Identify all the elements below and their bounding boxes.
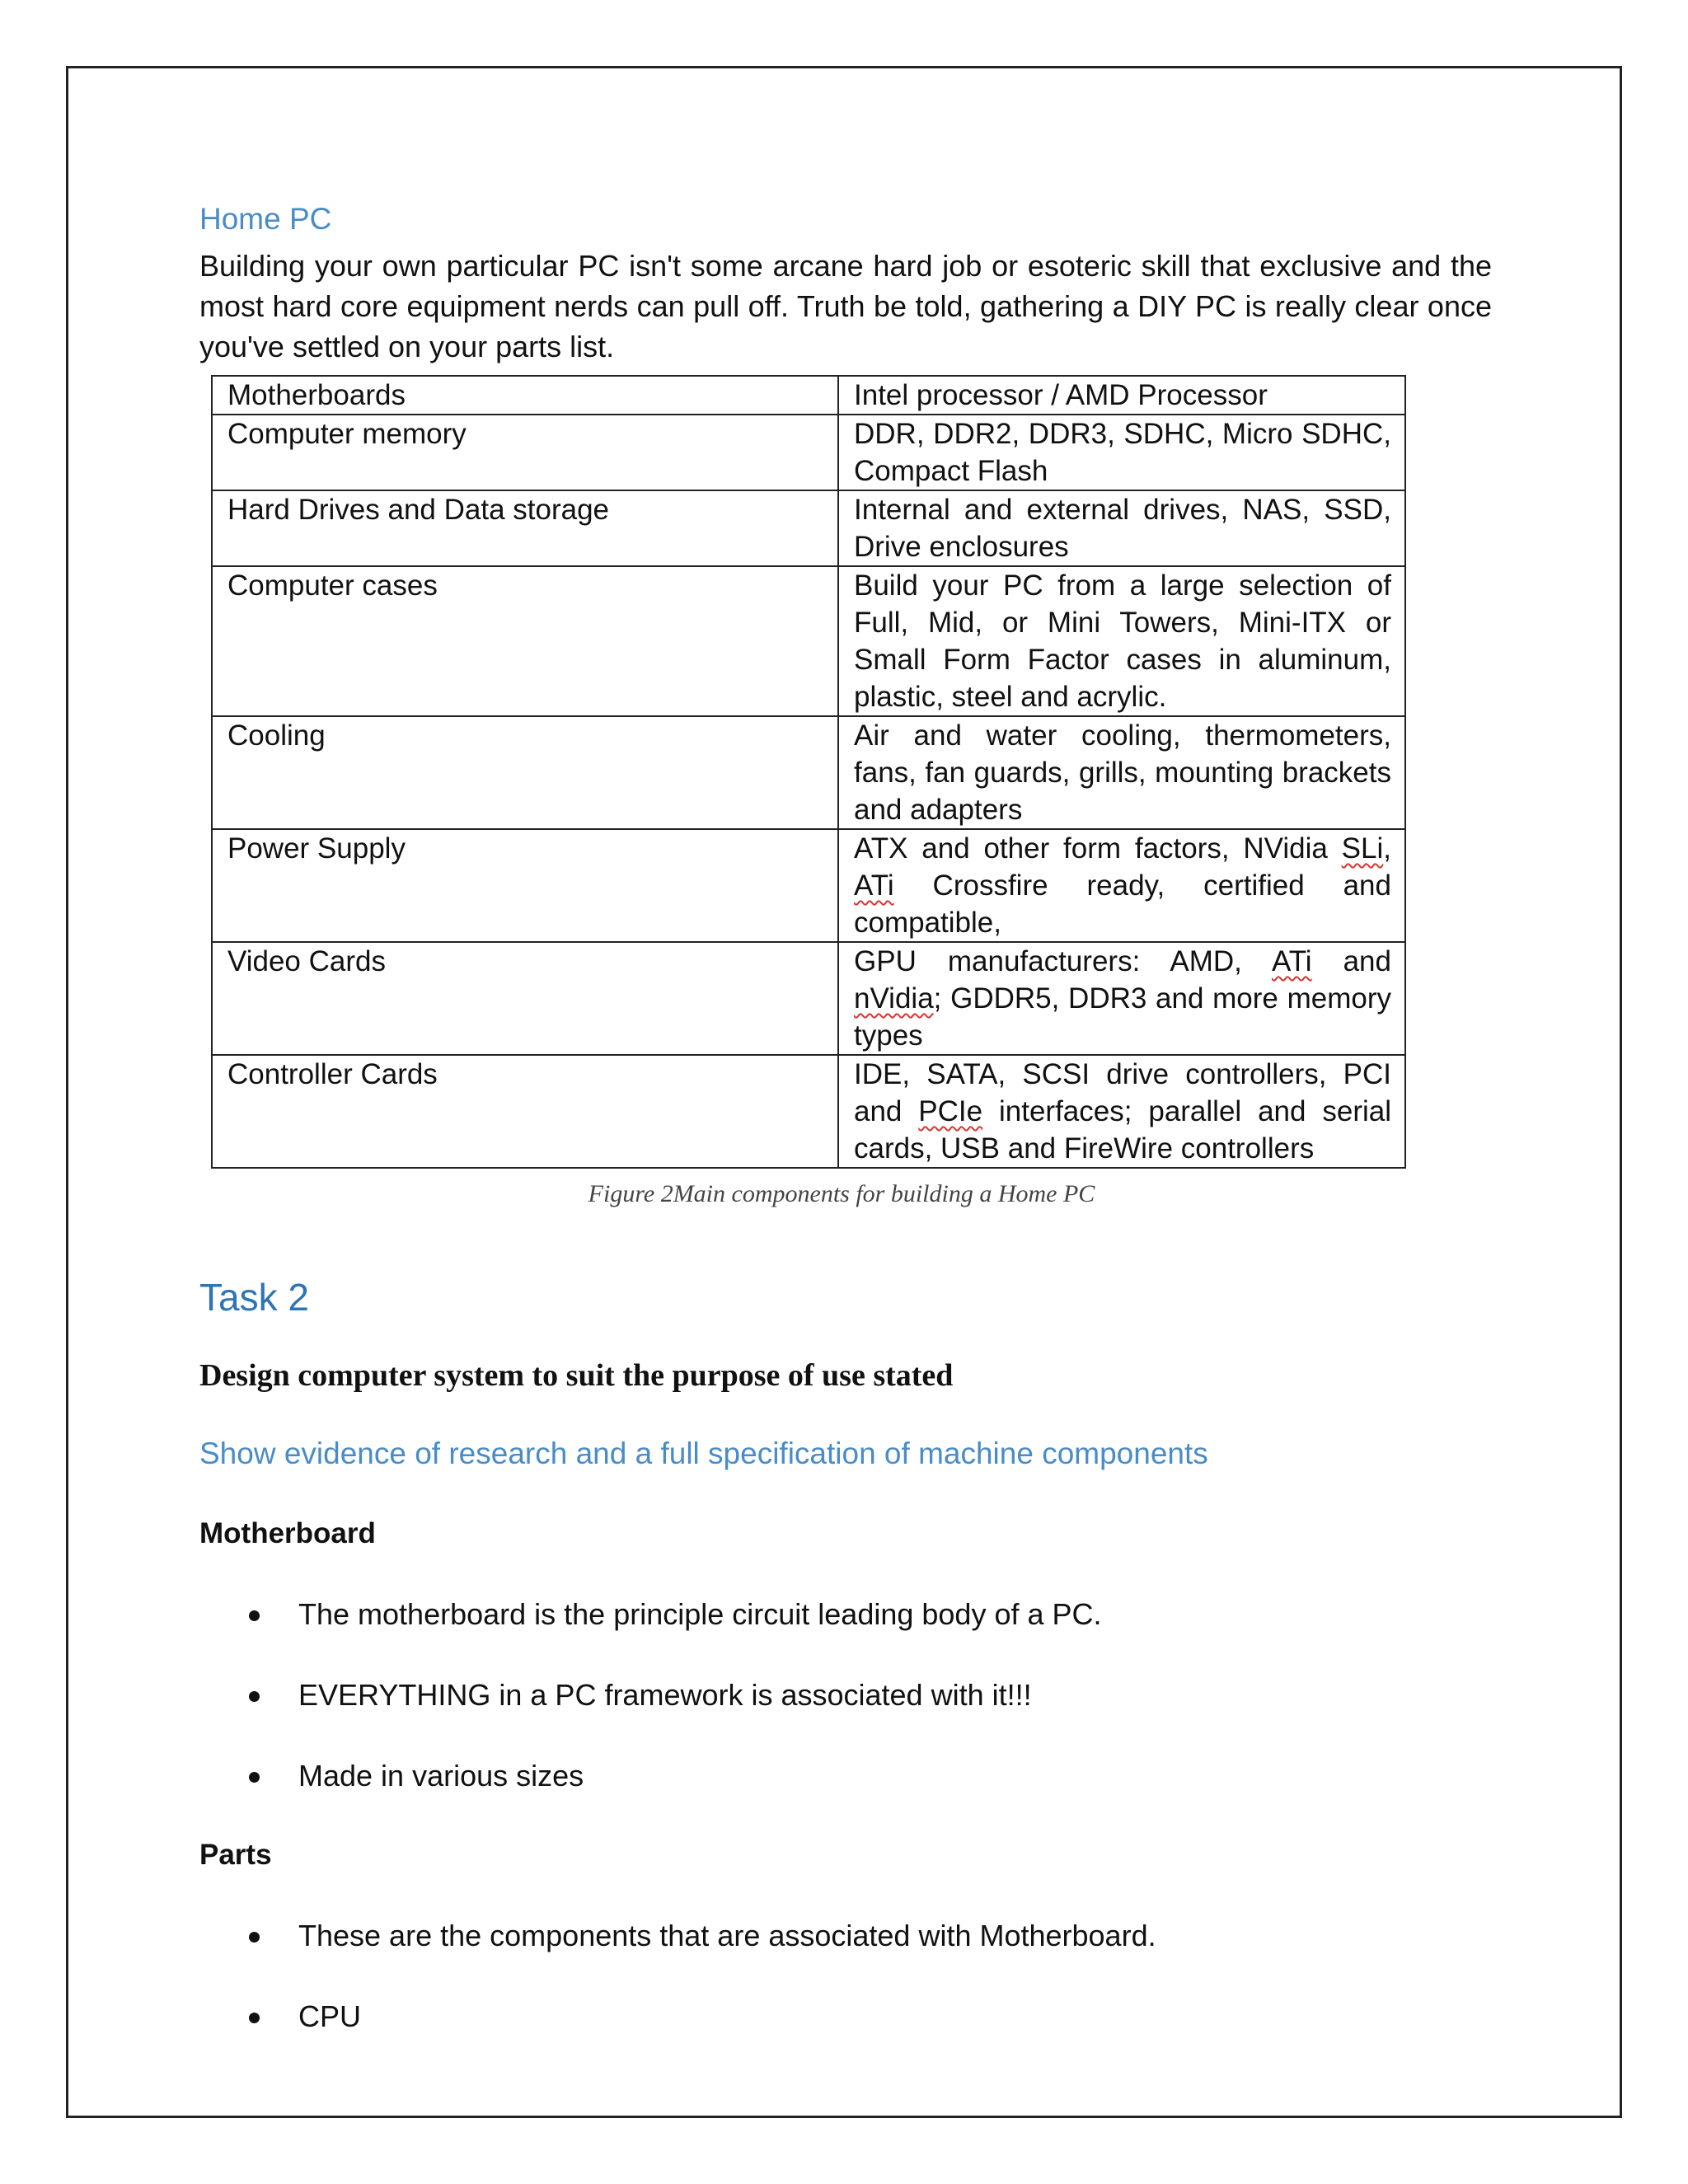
table-cell-component: Power Supply <box>212 829 838 942</box>
list-item-text: The motherboard is the principle circuit leading body of a PC. <box>298 1597 1102 1631</box>
list-item-text: CPU <box>298 1999 362 2033</box>
table-cell-description: Air and water cooling, thermometers, fans, fan guards, grills, mounting brackets and adapters <box>838 716 1405 829</box>
spellcheck-word: ATi <box>1271 945 1312 977</box>
list-item <box>199 1915 1492 1957</box>
motherboard-title: Motherboard <box>199 1517 376 1549</box>
list-item <box>199 1996 1492 2037</box>
design-title: Design computer system to suit the purpose of use stated <box>199 1358 954 1393</box>
text-run: and <box>1311 945 1391 977</box>
table-cell-description <box>838 942 1405 1055</box>
bullet-icon <box>249 1772 260 1783</box>
spellcheck-word: ATi <box>854 869 894 902</box>
table-row <box>212 829 1405 942</box>
table-cell-component: Controller Cards <box>212 1055 838 1168</box>
table-row <box>212 376 1405 415</box>
text-run: ; GDDR5, DDR3 and more memory types <box>854 982 1391 1052</box>
text-run: interfaces; parallel and serial cards, USB and FireWire controllers <box>854 1095 1391 1165</box>
parts-title: Parts <box>199 1839 272 1871</box>
table-row <box>212 716 1405 829</box>
table-cell-description: Intel processor / AMD Processor <box>838 376 1405 415</box>
spellcheck-word: nVidia <box>854 982 934 1015</box>
spellcheck-word: PCIe <box>918 1095 983 1127</box>
table-cell-description: Internal and external drives, NAS, SSD, Drive enclosures <box>838 490 1405 566</box>
list-item-text: EVERYTHING in a PC framework is associated with it!!! <box>298 1678 1032 1712</box>
text-run: IDE, SATA, SCSI drive controllers, PCI and <box>854 1058 1391 1127</box>
motherboard-bullet-list <box>199 1594 1492 1797</box>
table-cell-component: Computer cases <box>212 566 838 716</box>
table-cell-component: Hard Drives and Data storage <box>212 490 838 566</box>
table-cell-component: Computer memory <box>212 415 838 490</box>
bullet-icon <box>249 1691 260 1702</box>
text-run: Crossfire ready, certified and compatible, <box>854 869 1391 939</box>
list-item <box>199 1594 1492 1635</box>
list-item <box>199 1675 1492 1716</box>
bullet-icon <box>249 1932 260 1943</box>
table-cell-description: DDR, DDR2, DDR3, SDHC, Micro SDHC, Compact Flash <box>838 415 1405 490</box>
table-cell-component: Motherboards <box>212 376 838 415</box>
intro-paragraph: Building your own particular PC isn't some arcane hard job or esoteric skill that exclusive and the most hard core equipment nerds can pull off. Truth be told, gathering a DIY PC is really clear once you've settled on your parts list. <box>199 249 1492 363</box>
table-cell-component: Video Cards <box>212 942 838 1055</box>
task-heading: Task 2 <box>199 1276 309 1319</box>
document-content <box>199 198 1492 2037</box>
list-item-text: Made in various sizes <box>298 1759 584 1793</box>
table-cell-description: Build your PC from a large selection of Full, Mid, or Mini Towers, Mini-ITX or Small Form Factor cases in aluminum, plastic, steel and acrylic. <box>838 566 1405 716</box>
figure-caption: Figure 2Main components for building a Home PC <box>588 1180 1095 1207</box>
table-row <box>212 490 1405 566</box>
table-row <box>212 1055 1405 1168</box>
evidence-heading: Show evidence of research and a full specification of machine components <box>199 1436 1208 1470</box>
table-row <box>212 566 1405 716</box>
parts-bullet-list <box>199 1915 1492 2037</box>
section-heading: Home PC <box>199 202 332 236</box>
table-cell-component: Cooling <box>212 716 838 829</box>
table-cell-description <box>838 1055 1405 1168</box>
text-run: ATX and other form factors, NVidia <box>854 832 1342 865</box>
text-run: , <box>1383 832 1391 865</box>
table-row <box>212 415 1405 490</box>
text-run: GPU manufacturers: AMD, <box>854 945 1272 977</box>
list-item-text: These are the components that are associated with Motherboard. <box>298 1919 1156 1952</box>
table-cell-description <box>838 829 1405 942</box>
components-table <box>211 375 1406 1169</box>
spellcheck-word: SLi <box>1341 832 1384 865</box>
list-item <box>199 1755 1492 1797</box>
table-row <box>212 942 1405 1055</box>
bullet-icon <box>249 2013 260 2023</box>
bullet-icon <box>249 1610 260 1621</box>
